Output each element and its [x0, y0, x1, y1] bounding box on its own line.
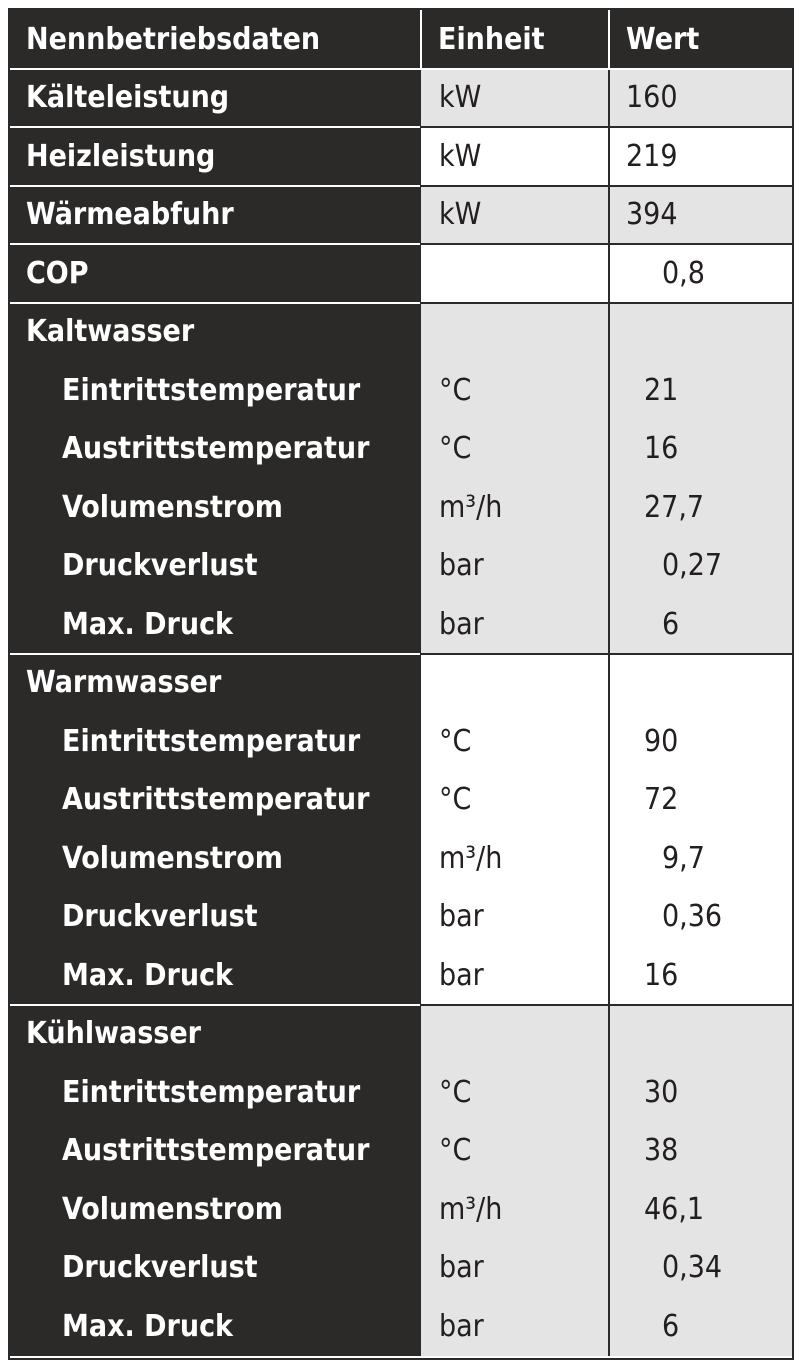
group-label: Kühlwasser — [10, 1005, 420, 1064]
table-row — [10, 361, 792, 420]
row-label: Max. Druck — [10, 1297, 420, 1356]
row-label: Volumenstrom — [10, 1180, 420, 1239]
row-value-text: 16 — [644, 431, 679, 467]
row-unit: bar — [420, 537, 608, 596]
row-label: Druckverlust — [10, 537, 420, 596]
group-label: Warmwasser — [10, 654, 420, 713]
row-value-text: 21 — [644, 372, 679, 408]
row-label: Austrittstemperatur — [10, 771, 420, 830]
row-value — [608, 946, 792, 1005]
header-nennbetriebsdaten: Nennbetriebsdaten — [10, 10, 420, 69]
row-value-text: 16 — [644, 957, 679, 993]
row-value — [608, 771, 792, 830]
row-value — [608, 478, 792, 537]
row-value-text: 394 — [626, 197, 678, 233]
row-unit: m³/h — [420, 1180, 608, 1239]
row-unit: °C — [420, 420, 608, 479]
row-value — [608, 186, 792, 245]
row-label: Druckverlust — [10, 1239, 420, 1298]
row-unit: bar — [420, 888, 608, 947]
row-value-text: 6 — [662, 1308, 680, 1344]
specifications-table — [8, 8, 794, 1360]
row-value-text: 27,7 — [644, 489, 705, 525]
row-value — [608, 595, 792, 654]
row-value-text: 0,36 — [662, 899, 723, 935]
table-row — [10, 946, 792, 1005]
row-label: Wärmeabfuhr — [10, 186, 420, 245]
row-unit: °C — [420, 771, 608, 830]
header-einheit: Einheit — [420, 10, 608, 69]
row-value-text: 38 — [644, 1133, 679, 1169]
row-unit: bar — [420, 595, 608, 654]
row-unit: kW — [420, 69, 608, 128]
row-divider — [10, 68, 792, 70]
row-label: Austrittstemperatur — [10, 420, 420, 479]
table-row — [10, 1063, 792, 1122]
row-divider — [10, 1004, 792, 1006]
table-row — [10, 1297, 792, 1356]
row-unit: bar — [420, 1297, 608, 1356]
row-value-text: 0,34 — [662, 1250, 723, 1286]
row-label: Max. Druck — [10, 946, 420, 1005]
row-unit — [420, 1005, 608, 1064]
row-label: Volumenstrom — [10, 478, 420, 537]
row-divider — [10, 653, 792, 655]
row-value-text: 0,8 — [662, 255, 705, 291]
row-unit — [420, 654, 608, 713]
row-value — [608, 1180, 792, 1239]
row-value — [608, 888, 792, 947]
row-label: Volumenstrom — [10, 829, 420, 888]
row-unit: °C — [420, 1122, 608, 1181]
row-divider — [10, 243, 792, 245]
row-unit — [420, 303, 608, 362]
row-value — [608, 361, 792, 420]
row-value — [608, 1005, 792, 1064]
row-unit: m³/h — [420, 829, 608, 888]
table-group-row — [10, 1005, 792, 1064]
row-unit — [420, 244, 608, 303]
row-unit: kW — [420, 186, 608, 245]
row-value — [608, 1063, 792, 1122]
row-value — [608, 1122, 792, 1181]
row-value-text: 219 — [626, 138, 678, 174]
row-divider — [10, 126, 792, 128]
table-header-row — [10, 10, 792, 69]
row-unit: bar — [420, 1239, 608, 1298]
row-unit: °C — [420, 712, 608, 771]
row-unit: m³/h — [420, 478, 608, 537]
table-row — [10, 478, 792, 537]
row-label: Kälteleistung — [10, 69, 420, 128]
row-value — [608, 303, 792, 362]
row-label: Heizleistung — [10, 127, 420, 186]
group-label: Kaltwasser — [10, 303, 420, 362]
row-value-text: 6 — [662, 606, 680, 642]
table-row — [10, 888, 792, 947]
table-row — [10, 1180, 792, 1239]
row-value — [608, 829, 792, 888]
table-row — [10, 69, 792, 128]
table-row — [10, 1122, 792, 1181]
header-wert: Wert — [608, 10, 792, 69]
row-value — [608, 69, 792, 128]
table-group-row — [10, 654, 792, 713]
row-value — [608, 537, 792, 596]
row-value — [608, 1239, 792, 1298]
row-value — [608, 127, 792, 186]
table-group-row — [10, 303, 792, 362]
row-label: Druckverlust — [10, 888, 420, 947]
row-label: Eintrittstemperatur — [10, 361, 420, 420]
row-label: Austrittstemperatur — [10, 1122, 420, 1181]
row-value-text: 0,27 — [662, 548, 723, 584]
row-label: Eintrittstemperatur — [10, 712, 420, 771]
row-value — [608, 712, 792, 771]
row-label: Eintrittstemperatur — [10, 1063, 420, 1122]
row-divider — [10, 302, 792, 304]
row-divider — [10, 185, 792, 187]
table-row — [10, 244, 792, 303]
row-value-text: 72 — [644, 782, 679, 818]
table-row — [10, 1239, 792, 1298]
row-unit: °C — [420, 1063, 608, 1122]
row-unit: °C — [420, 361, 608, 420]
row-value — [608, 654, 792, 713]
row-value — [608, 1297, 792, 1356]
table-row — [10, 829, 792, 888]
row-unit: kW — [420, 127, 608, 186]
row-value — [608, 244, 792, 303]
row-value-text: 90 — [644, 723, 679, 759]
table-row — [10, 771, 792, 830]
row-value-text: 160 — [626, 80, 678, 116]
table-row — [10, 712, 792, 771]
row-value-text: 9,7 — [662, 840, 705, 876]
table-row — [10, 420, 792, 479]
table-row — [10, 537, 792, 596]
table-row — [10, 127, 792, 186]
table-row — [10, 595, 792, 654]
table-row — [10, 186, 792, 245]
row-unit: bar — [420, 946, 608, 1005]
row-value-text: 46,1 — [644, 1191, 705, 1227]
row-value — [608, 420, 792, 479]
row-label: COP — [10, 244, 420, 303]
row-value-text: 30 — [644, 1074, 679, 1110]
row-label: Max. Druck — [10, 595, 420, 654]
